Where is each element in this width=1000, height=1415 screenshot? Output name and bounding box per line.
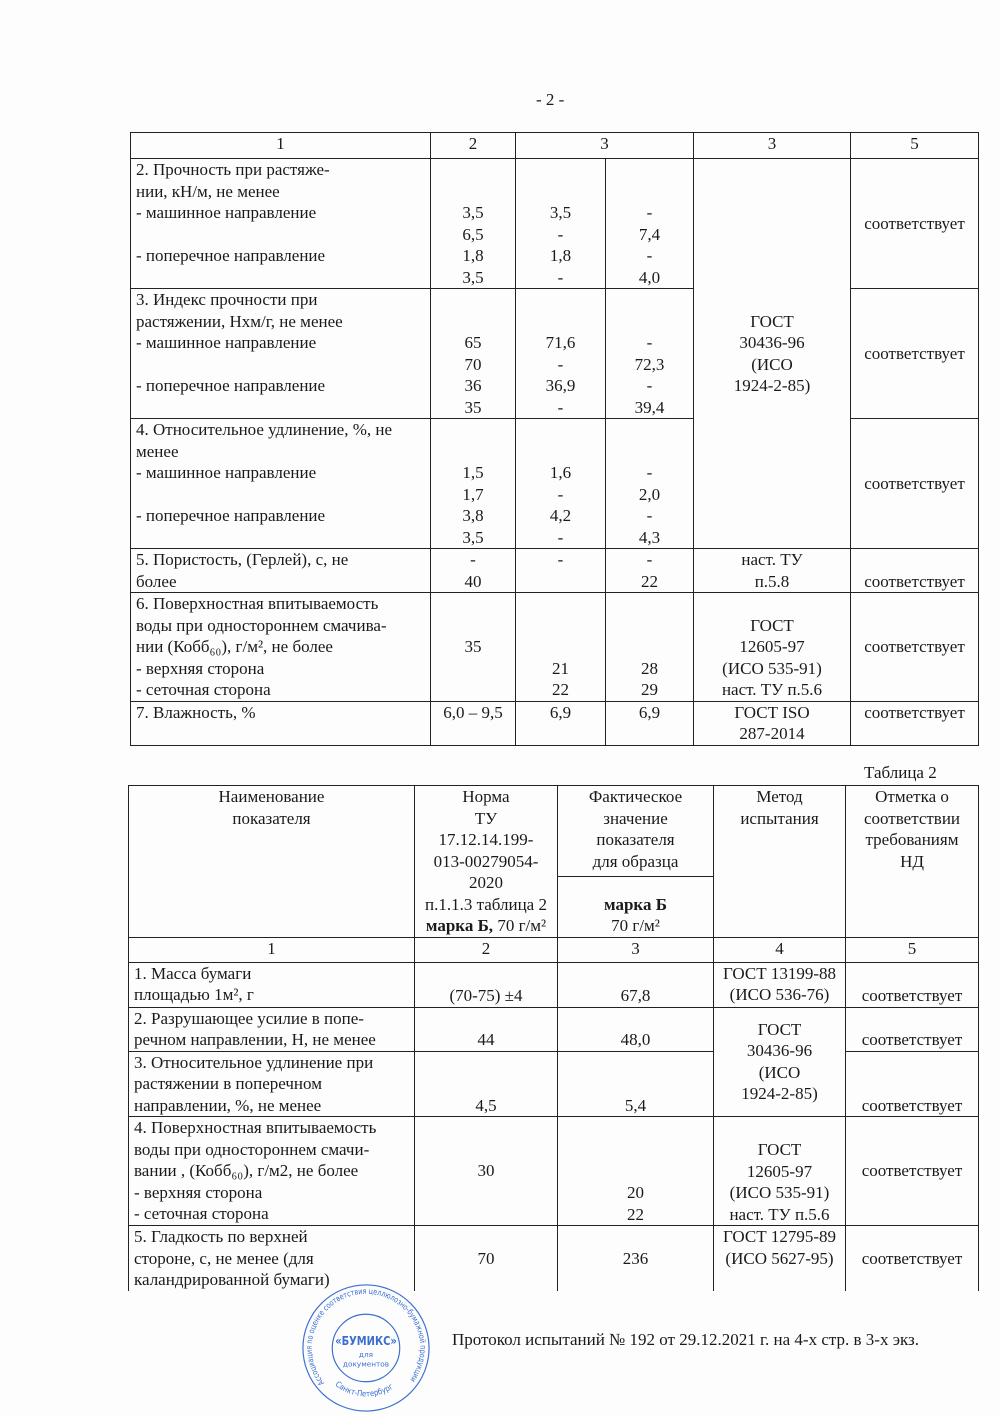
- test-method: наст. ТУ п.5.8: [694, 549, 851, 593]
- sample-density: 70 г/м²: [611, 916, 660, 935]
- indicator-name: 6. Поверхностная впитываемость воды при одностороннем смачива- нии (Кобб₆₀), г/м², не более - верхняя сторона - сеточная сторона: [131, 593, 431, 702]
- page-number: - 2 -: [536, 90, 565, 109]
- test-method: ГОСТ 30436-96 (ИСО 1924-2-85): [714, 1007, 846, 1117]
- norm-value: 44: [415, 1007, 558, 1051]
- indicator-name: 1. Масса бумаги площадью 1м², г: [129, 962, 415, 1007]
- actual-value: -: [516, 549, 606, 593]
- actual-value: - 72,3 - 39,4: [606, 289, 694, 419]
- actual-value: 5,4: [558, 1051, 714, 1117]
- compliance-mark: соответствует: [851, 289, 979, 419]
- header-norm-text: Норма ТУ 17.12.14.199- 013-00279054- 2020 п.1.1.3 таблица 2: [425, 787, 547, 914]
- indicator-name: 4. Относительное удлинение, %, не менее - машинное направление - поперечное направление: [131, 419, 431, 549]
- table-row: [131, 593, 979, 702]
- col-number: 4: [714, 937, 846, 962]
- compliance-mark: соответствует: [846, 1226, 979, 1291]
- compliance-mark: соответствует: [846, 1117, 979, 1226]
- stamp-center: «БУМИКС»: [335, 1333, 397, 1349]
- compliance-mark: соответствует: [846, 1051, 979, 1117]
- norm-value: 1,5 1,7 3,8 3,5: [431, 419, 516, 549]
- indicator-name: 2. Разрушающее усилие в попе- речном направлении, Н, не менее: [129, 1007, 415, 1051]
- actual-value: 20 22: [558, 1117, 714, 1226]
- stamp-sub-2: документов: [342, 1359, 390, 1369]
- stamp-sub-1: для: [358, 1349, 374, 1359]
- table-row: [131, 701, 979, 745]
- norm-value: 35: [431, 593, 516, 702]
- header-test-method: Метод испытания: [714, 786, 846, 938]
- table-row: [131, 159, 979, 289]
- compliance-mark: соответствует: [846, 1007, 979, 1051]
- norm-value: 3,5 6,5 1,8 3,5: [431, 159, 516, 289]
- column-number-row: [129, 937, 979, 962]
- header-row: [129, 786, 979, 877]
- test-method: ГОСТ 12605-97 (ИСО 535-91) наст. ТУ п.5.6: [694, 593, 851, 702]
- norm-value: 65 70 36 35: [431, 289, 516, 419]
- actual-value: 3,5 - 1,8 -: [516, 159, 606, 289]
- col-number: 3: [694, 133, 851, 159]
- actual-value: 6,9: [606, 701, 694, 745]
- col-number: 3: [516, 133, 694, 159]
- test-method: ГОСТ ISO 287-2014: [694, 701, 851, 745]
- norm-value: 6,0 – 9,5: [431, 701, 516, 745]
- header-norm-grade: марка Б,: [425, 916, 494, 935]
- compliance-mark: соответствует: [851, 549, 979, 593]
- column-number-row: [131, 133, 979, 159]
- col-number: 2: [415, 937, 558, 962]
- indicator-name: 5. Гладкость по верхней стороне, с, не менее (для каландрированной бумаги): [129, 1226, 415, 1291]
- test-results-table-continued: [130, 132, 979, 746]
- header-indicator-name: Наименование показателя: [129, 786, 415, 938]
- test-method: ГОСТ 12795-89 (ИСО 5627-95): [714, 1226, 846, 1291]
- actual-value: 6,9: [516, 701, 606, 745]
- actual-value: - 22: [606, 549, 694, 593]
- indicator-name: 3. Индекс прочности при растяжении, Нхм/г, не менее - машинное направление - поперечное направление: [131, 289, 431, 419]
- col-number: 5: [846, 937, 979, 962]
- table-row: [129, 962, 979, 1007]
- actual-value: 1,6 - 4,2 -: [516, 419, 606, 549]
- actual-value: 28 29: [606, 593, 694, 702]
- actual-value: 236: [558, 1226, 714, 1291]
- actual-value: - 7,4 - 4,0: [606, 159, 694, 289]
- compliance-mark: соответствует: [846, 962, 979, 1007]
- col-number: 2: [431, 133, 516, 159]
- norm-value: 70: [415, 1226, 558, 1291]
- compliance-mark: соответствует: [851, 593, 979, 702]
- protocol-footer: Протокол испытаний № 192 от 29.12.2021 г. на 4-х стр. в 3-х экз.: [452, 1330, 920, 1349]
- stamp-outer-text: Ассоциация по оценке соответствия целлюлозно-бумажной продукции: [304, 1286, 428, 1388]
- test-results-table-2: [128, 785, 979, 1291]
- header-sample-grade: [558, 876, 714, 937]
- actual-value: 48,0: [558, 1007, 714, 1051]
- actual-value: 71,6 - 36,9 -: [516, 289, 606, 419]
- indicator-name: 3. Относительное удлинение при растяжении в поперечном направлении, %, не менее: [129, 1051, 415, 1117]
- compliance-mark: соответствует: [851, 419, 979, 549]
- norm-value: - 40: [431, 549, 516, 593]
- table-row: [131, 419, 979, 549]
- sample-grade: марка Б: [604, 894, 667, 914]
- stamp-city: Санкт-Петербург: [333, 1379, 396, 1399]
- header-actual-value: Фактическое значение показателя для образца: [558, 786, 714, 877]
- indicator-name: 5. Пористость, (Герлей), с, не более: [131, 549, 431, 593]
- col-number: 5: [851, 133, 979, 159]
- norm-value: 30: [415, 1117, 558, 1226]
- actual-value: 21 22: [516, 593, 606, 702]
- indicator-name: 7. Влажность, %: [131, 701, 431, 745]
- table-row: [131, 289, 979, 419]
- table-row: [129, 1226, 979, 1291]
- header-compliance: Отметка о соответствии требованиям НД: [846, 786, 979, 938]
- actual-value: 67,8: [558, 962, 714, 1007]
- table-row: [129, 1007, 979, 1051]
- table-row: [129, 1117, 979, 1226]
- header-norm: [415, 786, 558, 938]
- norm-value: (70-75) ±4: [415, 962, 558, 1007]
- compliance-mark: соответствует: [851, 159, 979, 289]
- indicator-name: 4. Поверхностная впитываемость воды при одностороннем смачи- вании , (Кобб₆₀), г/м2, не более - верхняя сторона - сеточная сторона: [129, 1117, 415, 1226]
- col-number: 1: [129, 937, 415, 962]
- header-norm-density: 70 г/м²: [493, 916, 547, 935]
- test-method: ГОСТ 30436-96 (ИСО 1924-2-85): [694, 159, 851, 549]
- col-number: 1: [131, 133, 431, 159]
- test-method: ГОСТ 12605-97 (ИСО 535-91) наст. ТУ п.5.6: [714, 1117, 846, 1226]
- table-row: [129, 1051, 979, 1117]
- table-caption: Таблица 2: [864, 763, 937, 782]
- organization-stamp: [300, 1282, 432, 1414]
- indicator-name: 2. Прочность при растяже- нии, кН/м, не менее - машинное направление - поперечное направление: [131, 159, 431, 289]
- actual-value: - 2,0 - 4,3: [606, 419, 694, 549]
- norm-value: 4,5: [415, 1051, 558, 1117]
- compliance-mark: соответствует: [851, 701, 979, 745]
- table-row: [131, 549, 979, 593]
- test-method: ГОСТ 13199-88 (ИСО 536-76): [714, 962, 846, 1007]
- col-number: 3: [558, 937, 714, 962]
